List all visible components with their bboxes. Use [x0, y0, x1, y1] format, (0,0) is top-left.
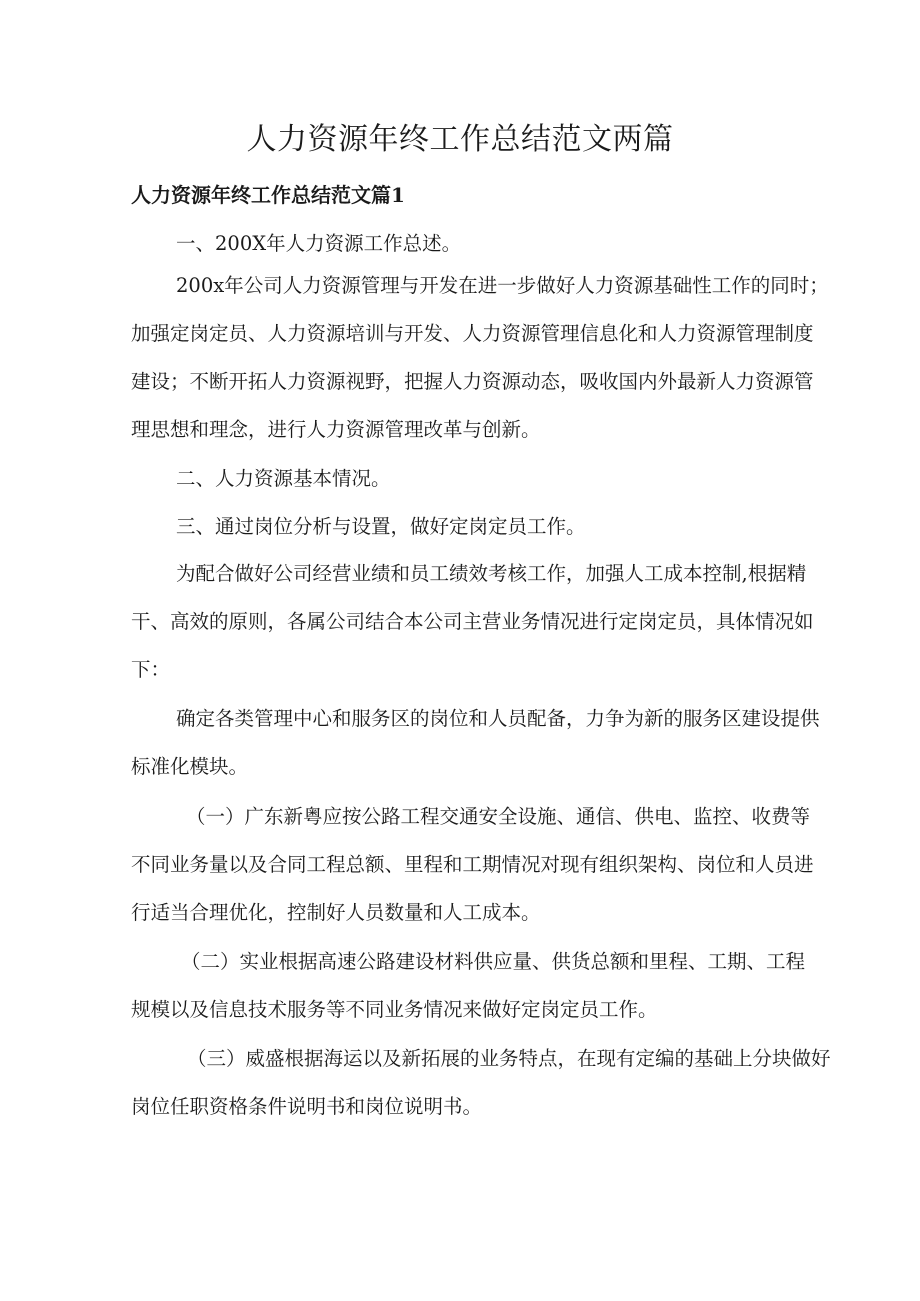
paragraph-overview-heading [176, 220, 461, 268]
text-line: 干、高效的原则，各属公司结合本公司主营业务情况进行定岗定员，具体情况如 [131, 610, 814, 633]
paragraph-item-one [131, 793, 814, 937]
text-line: 标准化模块。 [131, 755, 249, 778]
text-line: 加强定岗定员、人力资源培训与开发、人力资源管理信息化和人力资源管理制度 [131, 322, 814, 345]
paragraph-basic-situation-heading [176, 455, 391, 503]
text-line: （三）威盛根据海运以及新拓展的业务特点，在现有定编的基础上分块做好 [187, 1047, 831, 1070]
section-subtitle: 人力资源年终工作总结范文篇1 [131, 183, 405, 207]
text-line: 200x年公司人力资源管理与开发在进一步做好人力资源基础性工作的同时； [176, 274, 829, 297]
text-line: （一）广东新粤应按公路工程交通安全设施、通信、供电、监控、收费等 [186, 805, 811, 828]
text-line: 三、通过岗位分析与设置，做好定岗定员工作。 [176, 515, 586, 538]
text-line: 理思想和理念，进行人力资源管理改革与创新。 [131, 418, 541, 441]
paragraph-staffing-body [131, 550, 814, 694]
text-line: 不同业务量以及合同工程总额、里程和工期情况对现有组织架构、岗位和人员进 [131, 853, 814, 876]
text-line: 建设；不断开拓人力资源视野，把握人力资源动态，吸收国内外最新人力资源管 [131, 370, 814, 393]
text-line: 一、200X年人力资源工作总述。 [176, 232, 462, 255]
text-line: 规模以及信息技术服务等不同业务情况来做好定岗定员工作。 [131, 998, 658, 1021]
text-line: 二、人力资源基本情况。 [176, 467, 391, 490]
text-line: 确定各类管理中心和服务区的岗位和人员配备，力争为新的服务区建设提供 [176, 707, 820, 730]
text-line: 岗位任职资格条件说明书和岗位说明书。 [131, 1095, 483, 1118]
paragraph-service-area-body [131, 695, 820, 791]
paragraph-post-analysis-heading [176, 503, 586, 551]
document-title: 人力资源年终工作总结范文两篇 [246, 122, 674, 157]
paragraph-overview-body [131, 262, 829, 454]
text-line: （二）实业根据高速公路建设材料供应量、供货总额和里程、工期、工程 [181, 950, 806, 973]
text-line: 下： [131, 658, 171, 681]
paragraph-item-three [131, 1035, 831, 1131]
paragraph-item-two [131, 938, 805, 1034]
text-line: 行适当合理优化，控制好人员数量和人工成本。 [131, 901, 541, 924]
text-line: 为配合做好公司经营业绩和员工绩效考核工作，加强人工成本控制,根据精 [176, 562, 807, 585]
